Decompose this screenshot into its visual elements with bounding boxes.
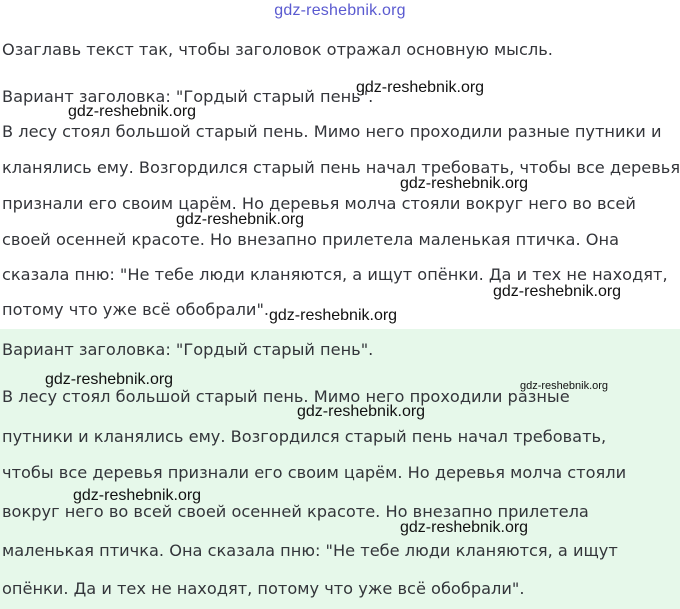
answer-white-line: сказала пню: "Не тебе люди кланяются, а ищут опёнки. Да и тех не находят, xyxy=(2,265,668,284)
watermark: gdz-reshebnik.org xyxy=(520,380,609,392)
answer-white-line: своей осенней красоте. Но внезапно прилетела маленькая птичка. Она xyxy=(2,230,619,249)
answer-green-line: маленькая птичка. Она сказала пню: "Не тебе люди кланяются, а ищут xyxy=(2,541,618,560)
header-watermark: gdz-reshebnik.org xyxy=(274,2,406,19)
answer-green-line: путники и кланялись ему. Возгордился старый пень начал требовать, xyxy=(2,427,607,446)
answer-green-line: опёнки. Да и тех не находят, потому что уже всё обобрали". xyxy=(2,579,525,598)
answer-green-line: вокруг него во всей своей осенней красоте. Но внезапно прилетела xyxy=(2,502,589,521)
answer-green-line: чтобы все деревья признали его своим царём. Но деревья молча стояли xyxy=(2,463,627,482)
answer-white-line: признали его своим царём. Но деревья молча стояли вокруг него во всей xyxy=(2,194,636,213)
watermark: gdz-reshebnik.org xyxy=(68,103,197,120)
answer-white-line: В лесу стоял большой старый пень. Мимо него проходили разные путники и xyxy=(2,122,662,141)
watermark: gdz-reshebnik.org xyxy=(400,519,529,536)
watermark: gdz-reshebnik.org xyxy=(73,487,202,504)
answer-green-line: Вариант заголовка: "Гордый старый пень". xyxy=(2,340,374,359)
watermark: gdz-reshebnik.org xyxy=(493,283,622,300)
watermark: gdz-reshebnik.org xyxy=(400,175,529,192)
answer-white-line: кланялись ему. Возгордился старый пень начал требовать, чтобы все деревья xyxy=(2,158,680,177)
watermark: gdz-reshebnik.org xyxy=(356,79,485,96)
answer-white-line: Вариант заголовка: "Гордый старый пень". xyxy=(2,87,374,106)
watermark: gdz-reshebnik.org xyxy=(269,307,398,324)
watermark: gdz-reshebnik.org xyxy=(297,403,426,420)
watermark: gdz-reshebnik.org xyxy=(176,211,305,228)
watermark: gdz-reshebnik.org xyxy=(45,371,174,388)
task-text: Озаглавь текст так, чтобы заголовок отражал основную мысль. xyxy=(2,40,553,59)
answer-green-line: В лесу стоял большой старый пень. Мимо него проходили разные xyxy=(2,387,570,406)
answer-white-line: потому что уже всё обобрали". xyxy=(2,300,270,319)
